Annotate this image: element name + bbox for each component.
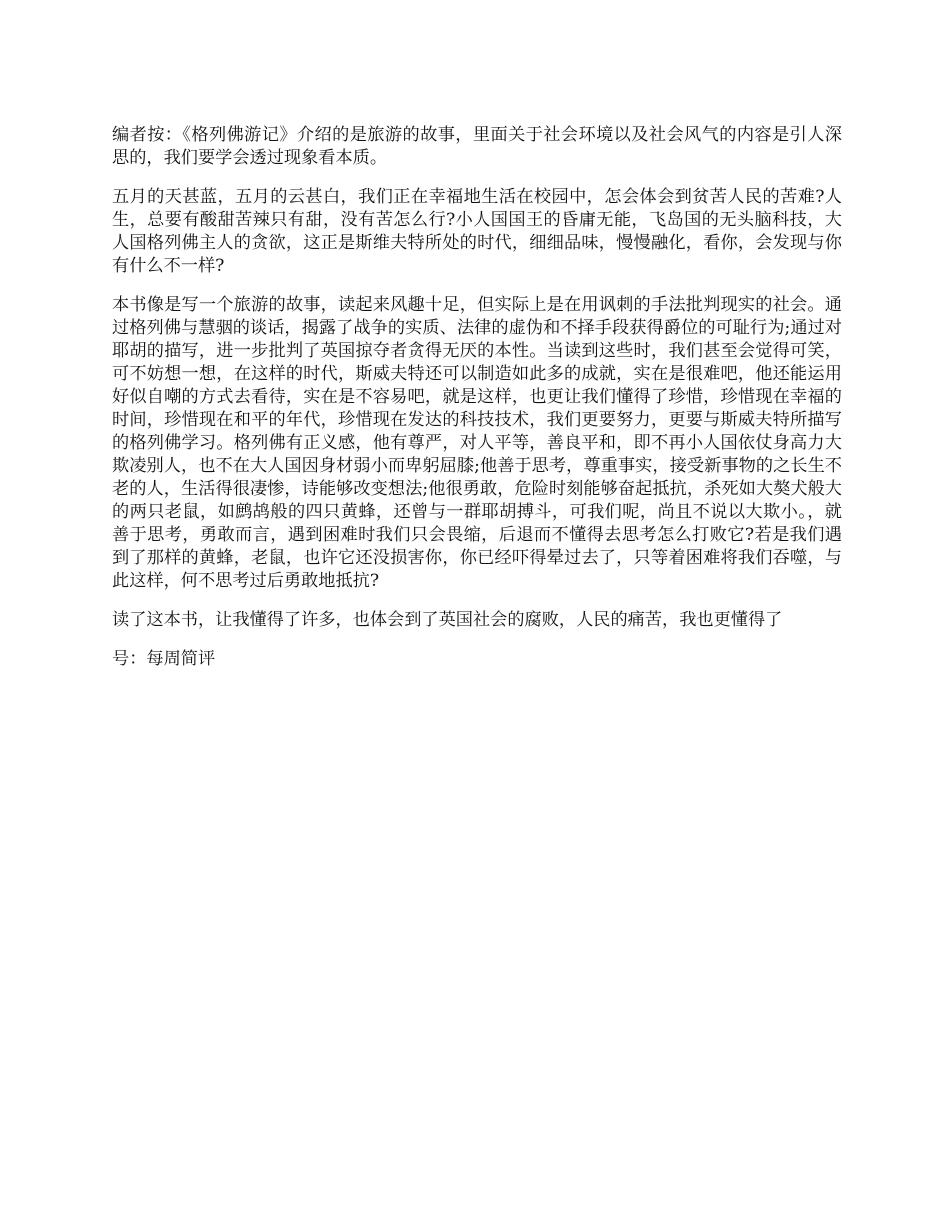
footer-line: 号：每周简评 xyxy=(112,649,216,669)
intro-paragraph: 五月的天甚蓝，五月的云甚白，我们正在幸福地生活在校园中，怎会体会到贫苦人民的苦难?人生，总要有酸甜苦辣只有甜，没有苦怎么行?小人国国王的昏庸无能，飞岛国的无头脑科技，大人国格列佛主人的贪欲，这正是斯维夫特所处的时代，细细品味，慢慢融化，看你，会发现与你有什么不一样? xyxy=(112,187,842,276)
conclusion-paragraph: 读了这本书，让我懂得了许多，也体会到了英国社会的腐败，人民的痛苦，我也更懂得了 xyxy=(112,610,783,630)
document-body xyxy=(112,124,842,687)
body-paragraph: 本书像是写一个旅游的故事，读起来风趣十足，但实际上是在用讽刺的手法批判现实的社会。通过格列佛与慧骃的谈话，揭露了战争的实质、法律的虚伪和不择手段获得爵位的可耻行为;通过对耶胡的描写，进一步批判了英国掠夺者贪得无厌的本性。当读到这些时，我们甚至会觉得可笑，可不妨想一想，在这样的时代，斯威夫特还可以制造如此多的成就，实在是很难吧，他还能运用好似自嘲的方式去看待，实在是不容易吧，就是这样，也更让我们懂得了珍惜，珍惜现在幸福的时间，珍惜现在和平的年代，珍惜现在发达的科技技术，我们更要努力，更要与斯威夫特所描写的格列佛学习。格列佛有正义感，他有尊严，对人平等，善良平和，即不再小人国依仗身高力大欺凌别人，也不在大人国因身材弱小而卑躬屈膝;他善于思考，尊重事实，接受新事物的之长生不老的人，生活得很凄惨，诗能够改变想法;他很勇敢，危险时刻能够奋起抵抗，杀死如大獒犬般大的两只老鼠，如鹧鸪般的四只黄蜂，还曾与一群耶胡搏斗，可我们呢，尚且不说以大欺小。，就善于思考，勇敢而言，遇到困难时我们只会畏缩，后退而不懂得去思考怎么打败它?若是我们遇到了那样的黄蜂，老鼠，也许它还没损害你，你已经吓得晕过去了，只等着困难将我们吞噬，与此这样，何不思考过后勇敢地抵抗? xyxy=(112,295,842,591)
editor-note-paragraph: 编者按：《格列佛游记》介绍的是旅游的故事，里面关于社会环境以及社会风气的内容是引人深思的，我们要学会透过现象看本质。 xyxy=(112,125,842,168)
